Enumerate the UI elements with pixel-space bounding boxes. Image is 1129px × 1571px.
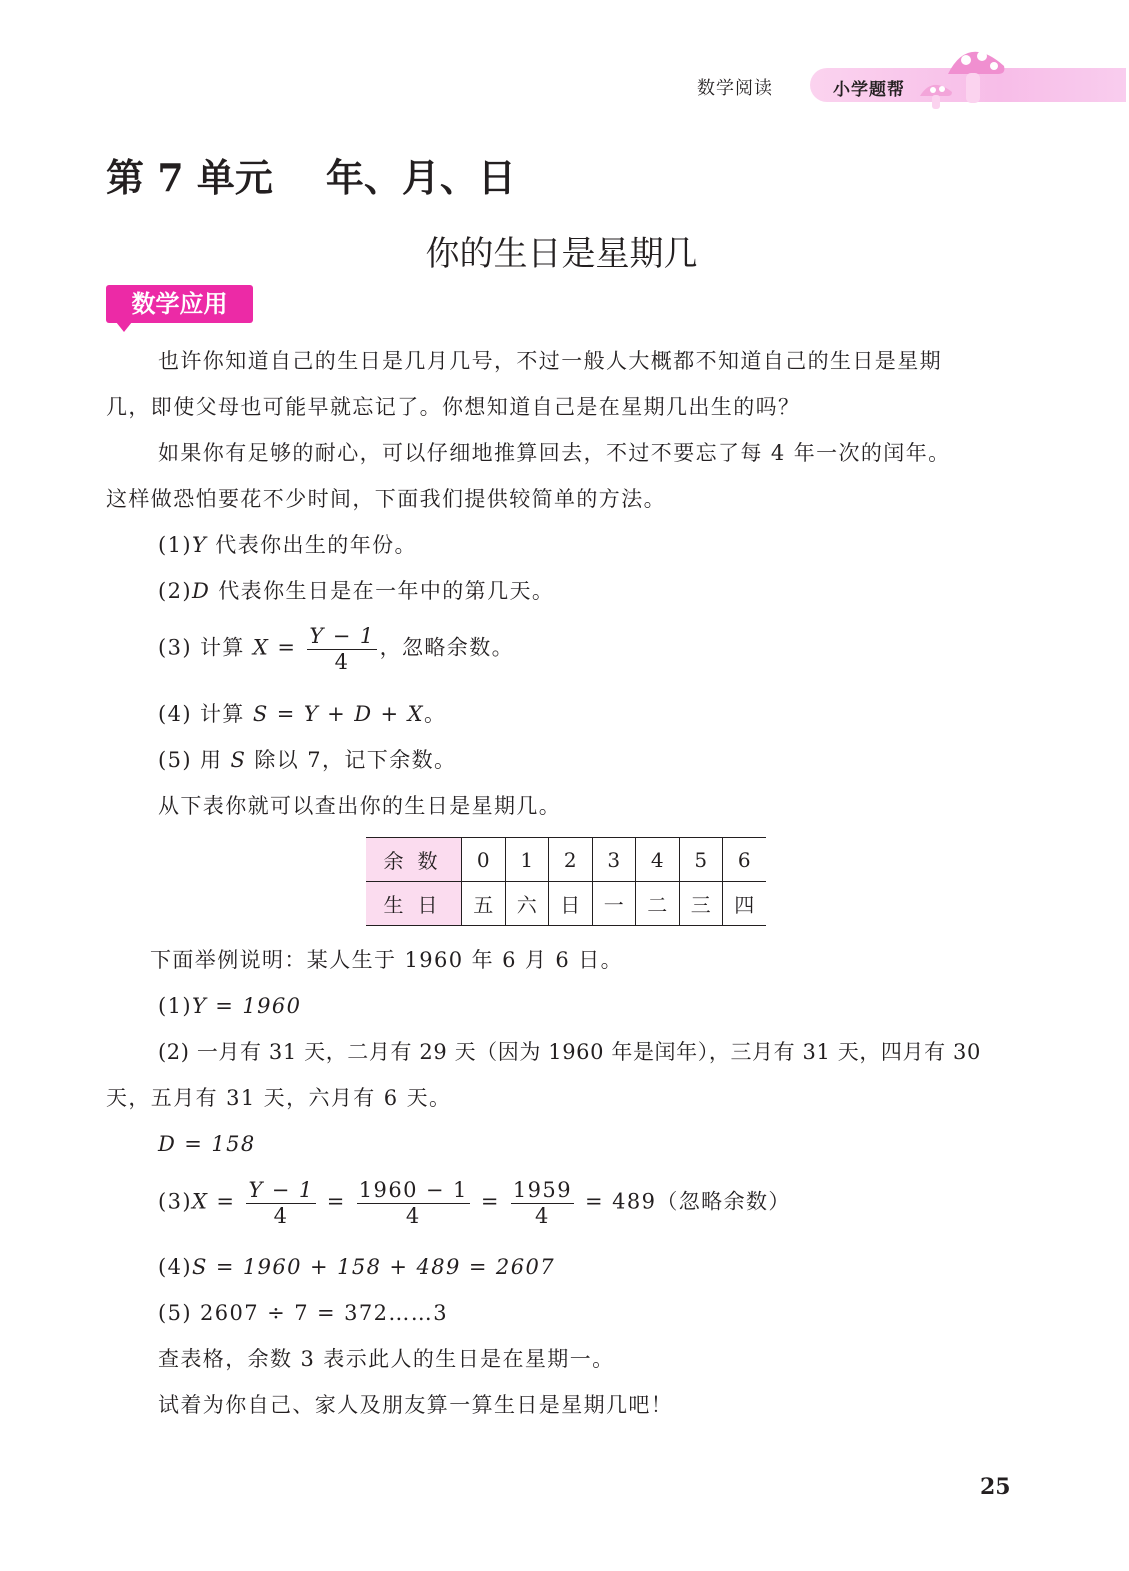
equals-sign: = — [318, 1189, 354, 1214]
step-1 — [158, 531, 417, 559]
table-cell: 四 — [723, 882, 766, 926]
fraction-denominator: 4 — [273, 1204, 289, 1228]
variable-y: Y — [191, 533, 208, 557]
fraction-denominator: 4 — [405, 1204, 421, 1228]
table-cell: 三 — [679, 882, 723, 926]
example-step-2-line-1: (2) 一月有 31 天，二月有 29 天（因为 1960 年是闰年），三月有 31 天，四月有 30 — [158, 1040, 981, 1064]
table-header-birthday: 生日 — [366, 882, 462, 926]
section-tag-label: 数学应用 — [131, 290, 228, 318]
equals-sign: = — [208, 1189, 244, 1214]
variable-d: D — [191, 579, 211, 603]
step-3-prefix: (3) 计算 — [158, 635, 253, 660]
fraction-y-minus-1-over-4 — [307, 624, 376, 674]
fraction-1960-minus-1-over-4 — [357, 1178, 470, 1228]
section-tag-pointer — [116, 322, 132, 332]
remainder-weekday-table — [366, 837, 766, 926]
section-title — [0, 226, 1129, 275]
table-cell: 日 — [549, 882, 593, 926]
table-row-remainder — [366, 838, 766, 882]
example-step-3 — [158, 1178, 791, 1228]
example-d-value: D = 158 — [158, 1132, 256, 1156]
step-5-prefix: (5) 用 — [158, 748, 231, 772]
table-cell: 二 — [636, 882, 680, 926]
table-cell: 6 — [723, 838, 766, 882]
fraction-y-minus-1-over-4 — [246, 1178, 315, 1228]
fraction-numerator: 1959 — [512, 1178, 572, 1202]
unit-title: 第 7 单元 年、月、日 — [106, 155, 516, 200]
step-2-number: (2) — [158, 579, 192, 603]
paragraph-1-line-1: 也许你知道自己的生日是几月几号，不过一般人大概都不知道自己的生日是星期 — [158, 349, 942, 373]
closing-sentence: 试着为你自己、家人及朋友算一算生日是星期几吧！ — [158, 1393, 674, 1417]
fraction-denominator: 4 — [334, 650, 350, 674]
example-step-1 — [158, 992, 301, 1020]
fraction-numerator: Y − 1 — [248, 1178, 314, 1202]
example-y-value: Y = 1960 — [191, 994, 302, 1018]
table-cell: 4 — [636, 838, 680, 882]
table-cell: 五 — [462, 882, 506, 926]
variable-x: X — [252, 635, 270, 660]
example-intro: 下面举例说明：某人生于 1960 年 6 月 6 日。 — [150, 948, 624, 972]
table-row-weekday — [366, 882, 766, 926]
example-step-1-number: (1) — [158, 994, 192, 1018]
step-4 — [158, 700, 446, 728]
table-cell: 1 — [505, 838, 549, 882]
paragraph-2-line-2: 这样做恐怕要花不少时间，下面我们提供较简单的方法。 — [106, 487, 666, 511]
example-step-3-number: (3) — [158, 1189, 192, 1214]
example-step-2-line-2: 天，五月有 31 天，六月有 6 天。 — [106, 1086, 452, 1110]
paragraph-1-line-2: 几，即使父母也可能早就忘记了。你想知道自己是在星期几出生的吗？ — [106, 395, 801, 419]
fraction-1959-over-4 — [511, 1178, 574, 1228]
table-cell: 0 — [462, 838, 506, 882]
section-title-text: 你的生日是星期几 — [425, 234, 698, 274]
example-step-4-number: (4) — [158, 1255, 192, 1279]
example-step-5: (5) 2607 ÷ 7 = 372……3 — [158, 1301, 448, 1325]
table-cell: 3 — [592, 838, 636, 882]
step-1-text: 代表你出生的年份。 — [207, 533, 417, 557]
step-1-number: (1) — [158, 533, 192, 557]
equals-sign: = — [472, 1189, 508, 1214]
table-cell: 一 — [592, 882, 636, 926]
fraction-denominator: 4 — [535, 1204, 550, 1228]
example-conclusion: 查表格，余数 3 表示此人的生日是在星期一。 — [158, 1347, 615, 1371]
paragraph-2-line-1: 如果你有足够的耐心，可以仔细地推算回去，不过不要忘了每 4 年一次的闰年。 — [158, 441, 951, 465]
table-cell: 2 — [549, 838, 593, 882]
equals-sign: = — [269, 635, 305, 660]
variable-s: S — [230, 748, 247, 772]
mushroom-icon — [918, 40, 1008, 112]
variable-x: X — [191, 1189, 209, 1214]
table-cell: 六 — [505, 882, 549, 926]
header-book-title: 数学阅读 — [697, 78, 773, 99]
example-step-3-result: = 489（忽略余数） — [576, 1189, 791, 1214]
page-number: 25 — [980, 1474, 1011, 1500]
formula-s: S = Y + D + X — [252, 702, 424, 726]
step-2 — [158, 577, 554, 605]
fraction-numerator: 1960 − 1 — [358, 1178, 468, 1202]
step-5-text: 除以 7，记下余数。 — [246, 748, 457, 772]
header-brand: 小学题帮 — [833, 80, 905, 100]
step-4-end: 。 — [423, 702, 447, 726]
step-4-prefix: (4) 计算 — [158, 702, 253, 726]
step-3-text: ，忽略余数。 — [379, 635, 514, 660]
table-cell: 5 — [679, 838, 723, 882]
example-s-calculation: S = 1960 + 158 + 489 = 2607 — [191, 1255, 555, 1279]
lookup-instruction: 从下表你就可以查出你的生日是星期几。 — [158, 794, 562, 818]
step-2-text: 代表你生日是在一年中的第几天。 — [210, 579, 555, 603]
step-5 — [158, 746, 456, 774]
table-header-remainder: 余数 — [366, 838, 462, 882]
example-step-4 — [158, 1253, 555, 1281]
fraction-numerator: Y − 1 — [309, 624, 375, 648]
step-3 — [158, 624, 514, 674]
